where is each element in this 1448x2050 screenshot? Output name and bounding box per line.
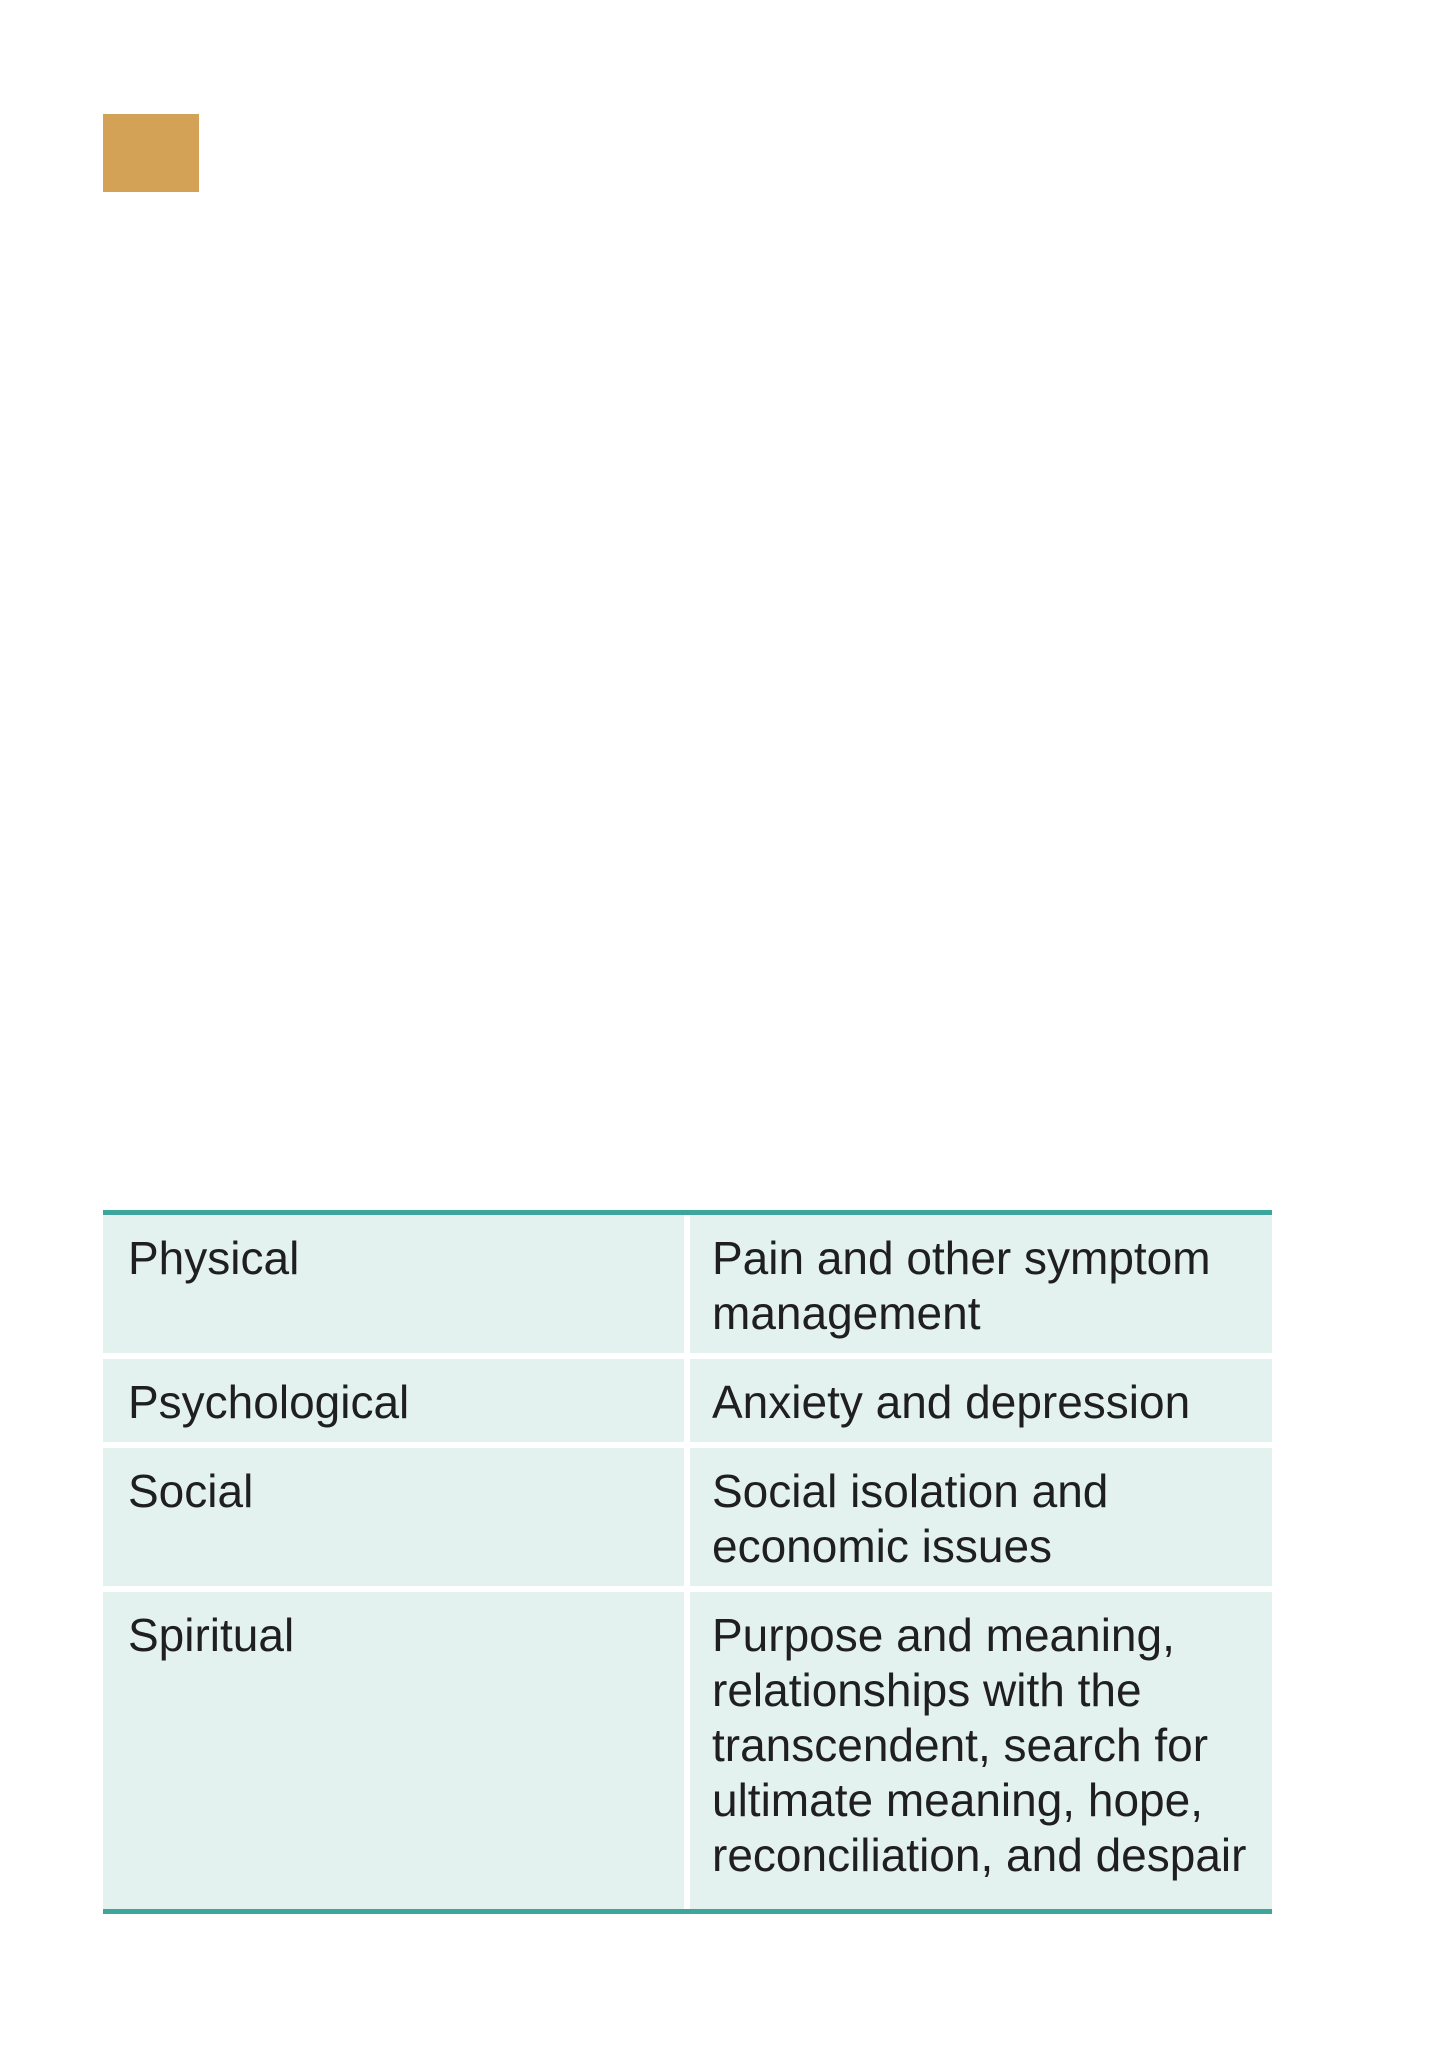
description-cell: Pain and other symptom management [687, 1215, 1272, 1356]
domain-cell: Physical [103, 1215, 687, 1356]
table-row [103, 1445, 1272, 1589]
domain-cell: Spiritual [103, 1589, 687, 1909]
description-cell: Social isolation and economic issues [687, 1445, 1272, 1589]
table-row [103, 1589, 1272, 1909]
table-row [103, 1356, 1272, 1445]
description-cell: Purpose and meaning, relationships with the transcendent, search for ultimate meaning, hope, reconciliation, and despair [712, 1609, 1247, 1881]
description-cell: Anxiety and depression [687, 1356, 1272, 1445]
domain-cell: Social [103, 1445, 687, 1589]
table-row [103, 1215, 1272, 1356]
domains-table [103, 1215, 1272, 1909]
domain-cell: Psychological [103, 1356, 687, 1445]
domains-table-container [103, 1210, 1272, 1914]
decorative-accent-square [103, 114, 199, 192]
